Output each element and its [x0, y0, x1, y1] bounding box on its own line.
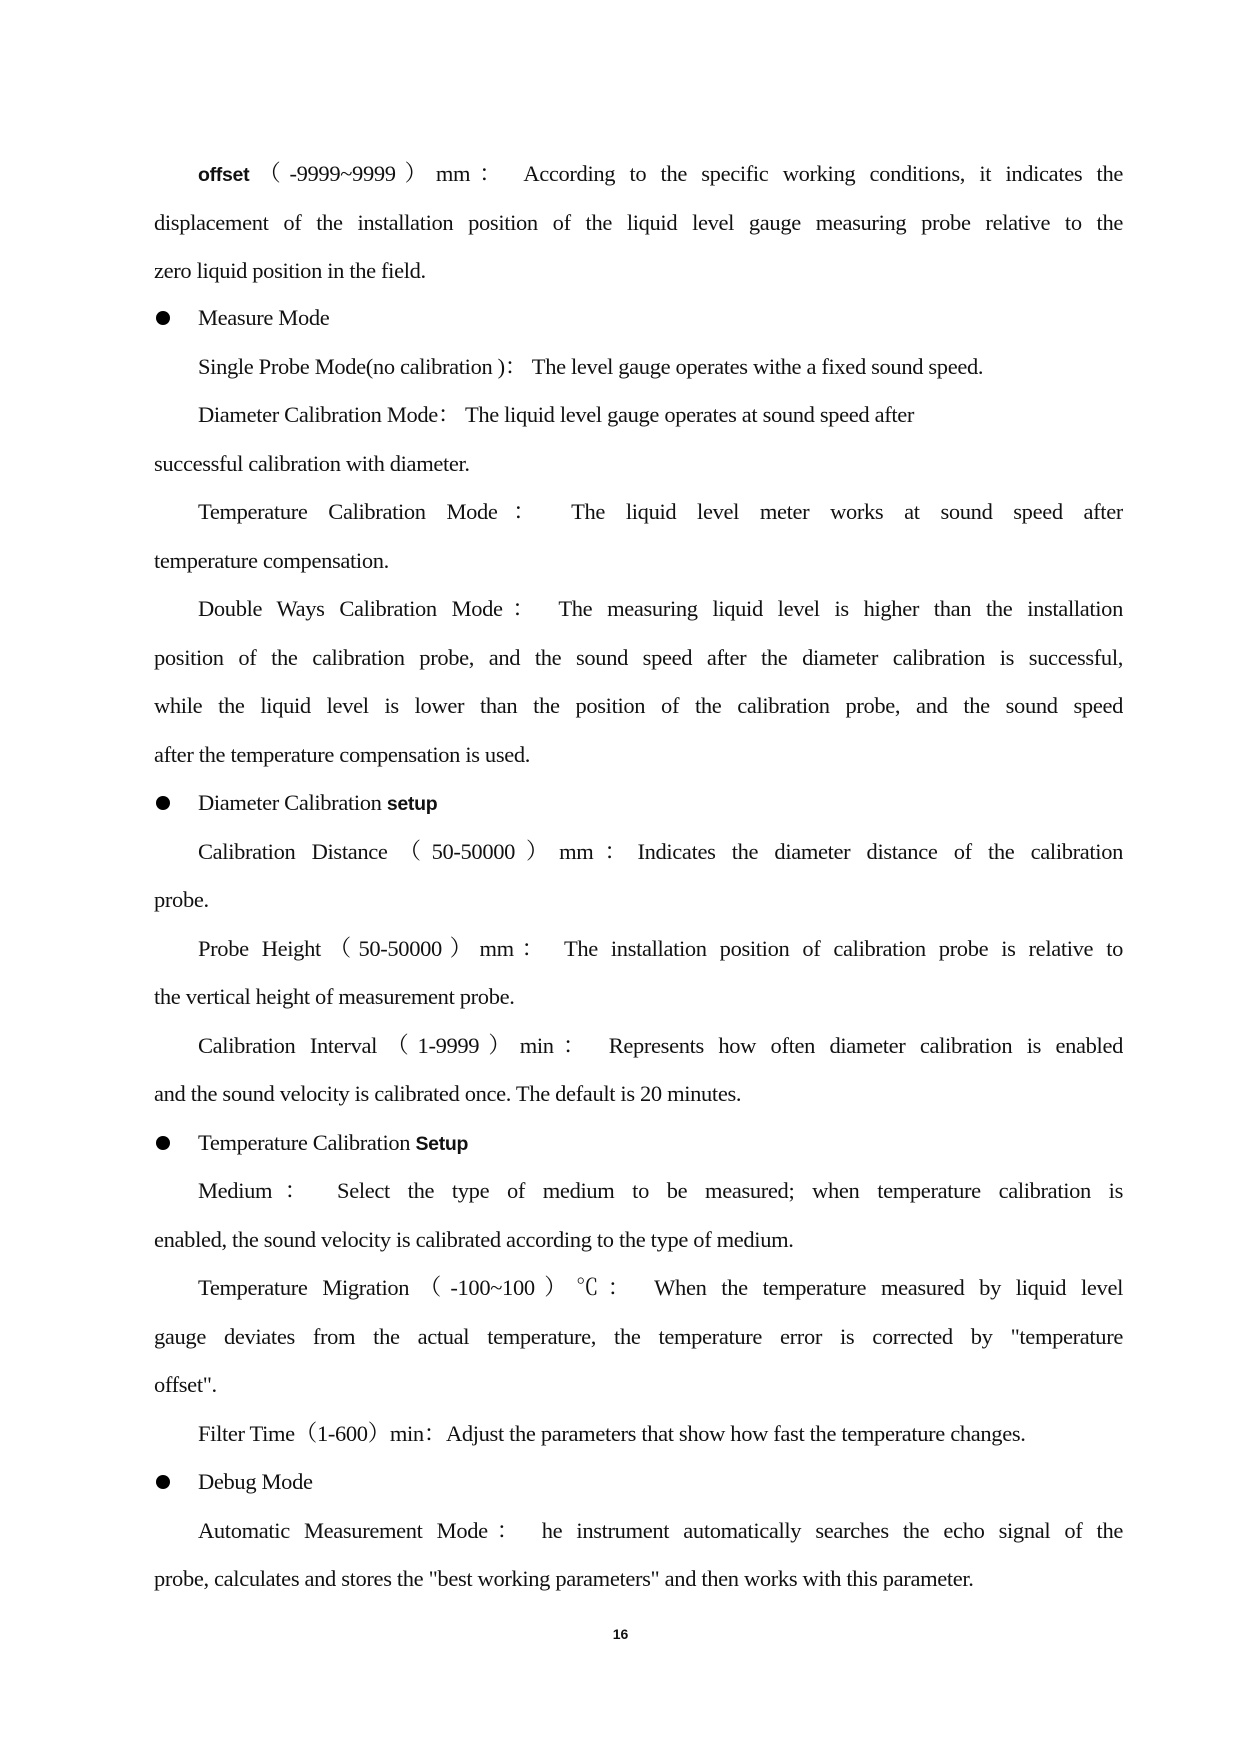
temperature-mode-line-2: temperature compensation. [154, 548, 389, 573]
diameter-setup-heading: Diameter Calibration setup [198, 790, 438, 815]
medium-line-1: Medium： Select the type of medium to be measured; when temperature calibration is [198, 1178, 1123, 1203]
bullet-icon [156, 1475, 170, 1489]
diameter-mode-line-2: successful calibration with diameter. [154, 451, 470, 476]
double-mode-line-3: while the liquid level is lower than the position of the calibration probe, and the sound speed [154, 693, 1123, 718]
page-number: 16 [612, 1626, 629, 1642]
double-mode-line-1: Double Ways Calibration Mode： The measuring liquid level is higher than the installation [198, 596, 1123, 621]
automatic-mode-line-2: probe, calculates and stores the "best working parameters" and then works with this parameter. [154, 1566, 974, 1591]
probe-height-line-1: Probe Height（50-50000）mm： The installation position of calibration probe is relative to [198, 936, 1123, 961]
offset-line-2: displacement of the installation position of the liquid level gauge measuring probe relative to the [154, 210, 1123, 235]
double-mode-line-4: after the temperature compensation is used. [154, 742, 531, 767]
diameter-mode-line-1: Diameter Calibration Mode： The liquid level gauge operates at sound speed after [198, 402, 915, 427]
calibration-distance-line-1: Calibration Distance（50-50000）mm：Indicates the diameter distance of the calibration [198, 839, 1123, 864]
filter-time-line: Filter Time（1-600）min：Adjust the parameters that show how fast the temperature changes. [198, 1421, 1026, 1446]
temperature-migration-line-3: offset". [154, 1372, 217, 1397]
bullet-icon [156, 796, 170, 810]
temperature-setup-heading: Temperature Calibration Setup [198, 1130, 469, 1155]
measure-mode-heading: Measure Mode [198, 305, 330, 330]
calibration-distance-line-2: probe. [154, 887, 209, 912]
temperature-migration-line-2: gauge deviates from the actual temperature, the temperature error is corrected by "temperature [154, 1324, 1123, 1349]
automatic-mode-line-1: Automatic Measurement Mode： he instrument automatically searches the echo signal of the [198, 1518, 1123, 1543]
offset-label: offset [198, 164, 250, 186]
bullet-icon [156, 311, 170, 325]
double-mode-line-2: position of the calibration probe, and the sound speed after the diameter calibration is successful, [154, 645, 1123, 670]
temperature-mode-line-1: Temperature Calibration Mode： The liquid level meter works at sound speed after [198, 499, 1123, 524]
bullet-icon [156, 1136, 170, 1150]
calibration-interval-line-1: Calibration Interval（1-9999）min： Represents how often diameter calibration is enabled [198, 1033, 1123, 1058]
debug-mode-heading: Debug Mode [198, 1469, 313, 1494]
offset-line-1: offset（-9999~9999）mm： According to the specific working conditions, it indicates the [198, 161, 1123, 186]
calibration-interval-line-2: and the sound velocity is calibrated once. The default is 20 minutes. [154, 1081, 742, 1106]
probe-height-line-2: the vertical height of measurement probe. [154, 984, 515, 1009]
offset-line-3: zero liquid position in the field. [154, 258, 426, 283]
temperature-migration-line-1: Temperature Migration（-100~100）℃： When the temperature measured by liquid level [198, 1275, 1123, 1300]
medium-line-2: enabled, the sound velocity is calibrated according to the type of medium. [154, 1227, 794, 1252]
single-probe-mode: Single Probe Mode(no calibration )： The level gauge operates withe a fixed sound speed. [198, 354, 984, 379]
